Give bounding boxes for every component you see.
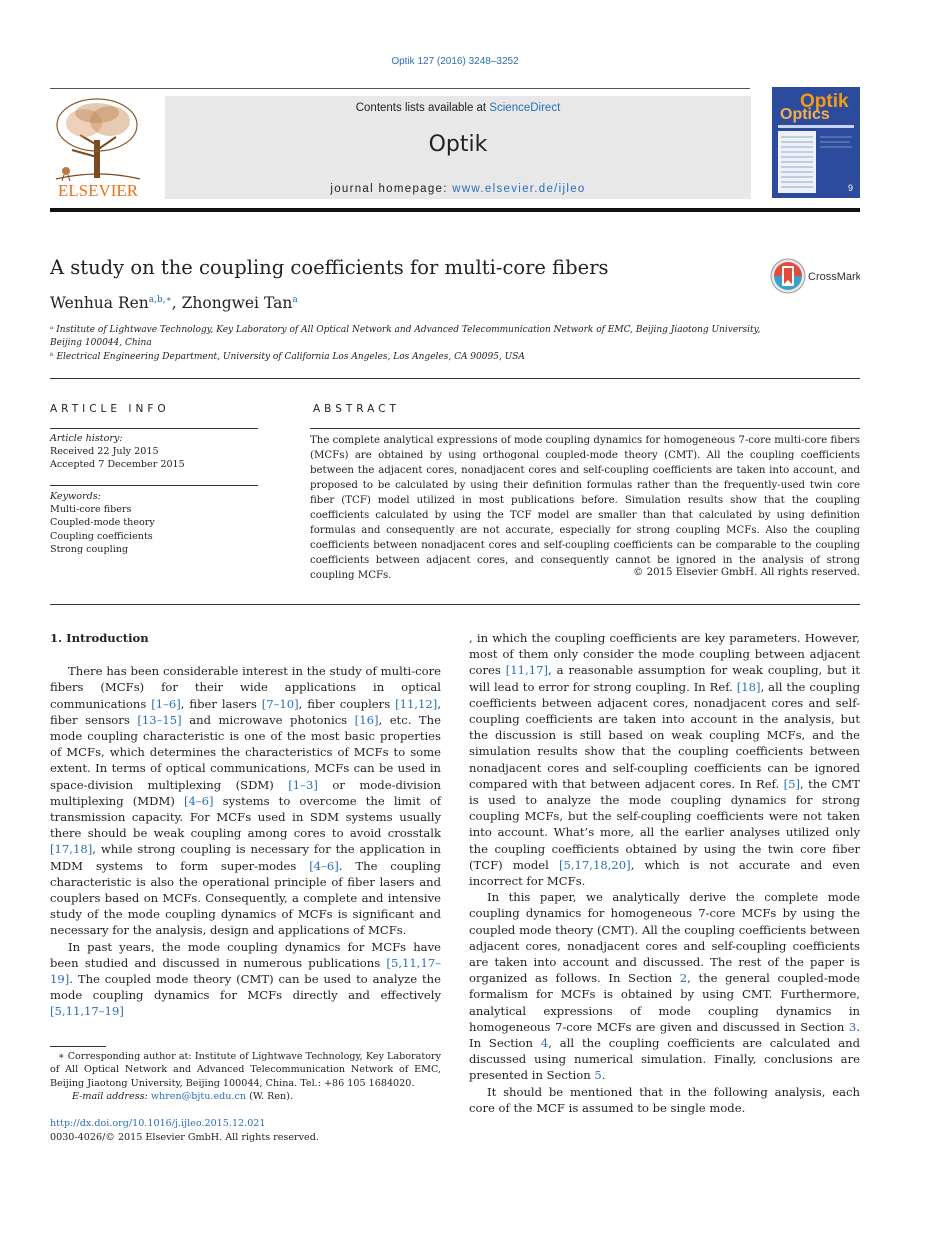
citation-link[interactable]: 3 (848, 1019, 857, 1034)
paragraph (469, 889, 860, 1083)
cover-title-1: Optik (800, 91, 849, 112)
crossmark-badge[interactable] (770, 258, 860, 294)
paragraph-text: In past years, the mode coupling dynamics for MCFs have been studied and discussed in numerous publications (50, 939, 441, 970)
paragraph-text: and microwave photonics (181, 712, 355, 727)
keyword: Coupled-mode theory (50, 517, 155, 529)
elsevier-wordmark: ELSEVIER (57, 181, 139, 199)
divider (50, 428, 258, 429)
section-heading-introduction: 1. Introduction (50, 631, 149, 645)
citation-link[interactable]: [5,17,18,20] (558, 857, 631, 872)
affiliation-a: ᵃ Institute of Lightwave Technology, Key Laboratory of All Optical Network and Advanced Telecommunication Network of EMC, Beijing Jiaotong University, Beijing 100044, China (50, 325, 761, 349)
issn-line: 0030-4026/© 2015 Elsevier GmbH. All rights reserved. (50, 1132, 319, 1143)
author-separator: , (171, 294, 182, 312)
sciencedirect-link[interactable]: ScienceDirect (489, 102, 561, 114)
citation-link[interactable]: [11,12] (395, 696, 438, 711)
citation-link[interactable]: [13–15] (137, 712, 182, 727)
paragraph-text: , the general coupled-mode formalism for MCFs is obtained by using CMT. Furthermore, analytical expressions of mode coupling dynamics in homogeneous 7-core MCFs are given and discussed in Section (469, 971, 861, 1034)
citation-link[interactable]: [16] (354, 712, 379, 727)
abstract-copyright: © 2015 Elsevier GmbH. All rights reserved. (633, 567, 860, 578)
paragraph-text: , in which the coupling coefficients are key parameters. However, most of them only consider the mode coupling between adjacent cores (469, 631, 860, 678)
journal-citation-link[interactable]: Optik 127 (2016) 3248–3252 (391, 56, 519, 67)
paragraph: It should be mentioned that in the following analysis, each core of the MCF is assumed to be single mode. (469, 1084, 860, 1115)
paragraph-text: or mode-division multiplexing (MDM) (50, 777, 441, 808)
article-info-heading: ARTICLE INFO (50, 403, 170, 415)
paragraph-text: . The coupling characteristic is also the operational principle of fiber lasers and couplers based on MCFs. Consequently, a complete and intensive study of the mode coupling dynamics of MCFs is significant and necessary for the analysis, design and applications of MCFs. (50, 858, 441, 938)
paragraph-text: . The coupled mode theory (CMT) can be used to analyze the mode coupling dynamics for MCFs directly and effectively (50, 972, 441, 1003)
paragraph-text: , while strong coupling is necessary for the application in MDM systems to form super-modes (50, 842, 441, 873)
author-affiliation-marker[interactable]: a,b,∗ (148, 294, 172, 305)
keywords-block (50, 490, 260, 556)
keyword: Strong coupling (50, 543, 129, 555)
citation-link[interactable]: [5] (783, 776, 800, 791)
contents-prefix: Contents lists available at (355, 102, 490, 114)
body-column-left (50, 630, 441, 1020)
citation-link[interactable]: 2 (679, 971, 688, 986)
citation-link[interactable]: [4–6] (309, 858, 339, 873)
citation-link[interactable]: [1–3] (288, 777, 318, 792)
paragraph-text: , etc. The mode coupling characteristic is one of the most basic properties of MCFs, which determines the characteristics of MCFs to some extent. In terms of optical communications, MCFs can be used in space-division multiplexing (SDM) (50, 712, 441, 792)
received-date: Received 22 July 2015 (50, 446, 159, 458)
crossmark-label: CrossMark (808, 271, 860, 283)
article-history (50, 432, 260, 472)
paragraph-text: , fiber couplers (298, 696, 396, 711)
paragraph-text: , fiber lasers (180, 696, 262, 711)
affiliations (50, 324, 770, 364)
contents-line (165, 102, 751, 114)
abstract-text: The complete analytical expressions of mode coupling dynamics for homogeneous 7-core multi-core fibers (MCFs) are obtained by using orthogonal coupled-mode theory (CMT). All the coupling coefficients between the adjacent cores, nonadjacent cores and self-coupling coefficients are taken into account, and proposed to be calculated by using their definition formulas rather than the frequently-used twin core fiber (TCF) model utilized in most publications before. Simulation results show that the coupling coefficients calculated by using the TCF model are smaller than that calculated by using definition formulas and consequently are not accurate, especially for strong coupling MCFs. Also the coupling coefficients between nonadjacent cores and self-coupling coefficients can be comparable to the coupling coefficients between adjacent cores, and consequently cannot be ignored in the analysis of strong coupling MCFs. (310, 435, 860, 581)
citation-link[interactable]: 4 (540, 1036, 549, 1051)
email-link[interactable]: whren@bjtu.edu.cn (150, 1091, 247, 1103)
email-suffix: (W. Ren). (246, 1091, 294, 1103)
citation-link[interactable]: [5,11,17–19] (50, 955, 441, 987)
divider (310, 428, 860, 429)
journal-homepage (165, 183, 751, 195)
journal-banner (165, 96, 751, 199)
citation-link[interactable]: [18] (736, 679, 761, 694)
divider (50, 378, 860, 379)
citation-link[interactable]: [11,17] (505, 663, 549, 678)
paragraph-text: , all the coupling coefficients between adjacent cores, nonadjacent cores and self-coupling coefficients are taken into account in the analysis, but the discussion is still based on weak coupling MCFs, and the simulation results show that the coupling coefficients between nonadjacent cores and self-coupling coefficients can be ignored compared with that between adjacent cores. In Ref. (469, 679, 860, 791)
paragraph-text: , all the coupling coefficients are calculated and discussed using numerical simulation. Finally, conclusions are presented in Section (469, 1036, 860, 1083)
citation-link[interactable]: 5 (594, 1068, 602, 1083)
paragraph (50, 939, 441, 1020)
paragraph-text: , a reasonable assumption for weak coupling, but it will lead to error for strong coupling. In Ref. (469, 663, 860, 694)
cover-number: 9 (848, 183, 854, 193)
author-affiliation-marker[interactable]: a (292, 294, 298, 305)
paragraph-text: . In Section (469, 1019, 860, 1051)
paragraph-continued (469, 630, 860, 889)
corresponding-author-note: ∗ Corresponding author at: Institute of Lightwave Technology, Key Laboratory of All Optical Network and Advanced Telecommunication Network of EMC, Beijing Jiaotong University, Beijing 100044, China. Tel.: +86 105 1684020. (50, 1051, 441, 1089)
paragraph-text: , fiber sensors (50, 696, 441, 727)
keyword: Multi-core fibers (50, 504, 132, 516)
journal-cover-image (772, 87, 860, 198)
paragraph-text: . (601, 1068, 606, 1083)
author-name: Wenhua Ren (50, 294, 149, 312)
header-rule (50, 88, 750, 89)
accepted-date: Accepted 7 December 2015 (50, 459, 185, 471)
paragraph-text: , which is not accurate and even incorrect for MCFs. (469, 857, 861, 889)
paragraph-text: In this paper, we analytically derive the complete mode coupling dynamics for homogeneous 7-core MCFs by using the coupled mode theory (CMT). All the coupling coefficients between adjacent cores, nonadjacent cores and self-coupling coefficients are taken into account and discussed. The rest of the paper is organized as follows. In Section (469, 890, 860, 986)
divider (50, 604, 860, 605)
body-column-right (469, 630, 860, 1116)
keywords-label: Keywords: (50, 491, 101, 502)
citation-link[interactable]: [4–6] (183, 793, 214, 808)
citation-link[interactable]: [5,11,17–19] (50, 1004, 124, 1019)
paragraph (50, 663, 441, 938)
abstract-heading: ABSTRACT (313, 403, 400, 415)
homepage-prefix: journal homepage: (330, 183, 453, 195)
affiliation-b: ᵇ Electrical Engineering Department, University of California Los Angeles, Los Angeles, CA 90095, USA (50, 351, 525, 362)
divider (50, 485, 258, 486)
cover-title-2: Optics (780, 106, 830, 123)
paragraph-text: There has been considerable interest in the study of multi-core fibers (MCFs) for their wide applications in optical communications (50, 664, 441, 711)
elsevier-logo (50, 95, 146, 199)
keyword: Coupling coefficients (50, 530, 153, 542)
footnote-rule (50, 1046, 106, 1047)
homepage-link[interactable]: www.elsevier.de/ijleo (452, 183, 586, 195)
email-label: E-mail address: (72, 1091, 151, 1103)
citation-link[interactable]: [7–10] (261, 696, 299, 711)
citation-link[interactable]: [1–6] (151, 696, 181, 711)
paragraph-text: , the CMT is used to analyze the mode coupling dynamics for strong coupling MCFs, but the self-coupling coefficients were not taken into account. What’s more, all the earlier analyses utilized only the coupling coefficients obtained by using the twin core fiber (TCF) model (469, 776, 860, 872)
history-label: Article history: (50, 433, 123, 444)
journal-title: Optik (428, 132, 488, 157)
author-name: Zhongwei Tan (181, 294, 293, 312)
header-thick-rule (50, 208, 860, 212)
footnote (50, 1050, 441, 1104)
doi-link[interactable]: http://dx.doi.org/10.1016/j.ijleo.2015.12.021 (50, 1118, 266, 1129)
article-title: A study on the coupling coefficients for multi-core fibers (50, 256, 609, 279)
citation-link[interactable]: [17,18] (50, 842, 93, 857)
author-list (50, 294, 298, 312)
paragraph-text: systems to overcome the limit of transmission capacity. For MCFs used in SDM systems usually there should be weak coupling among cores to avoid crosstalk (50, 793, 441, 841)
